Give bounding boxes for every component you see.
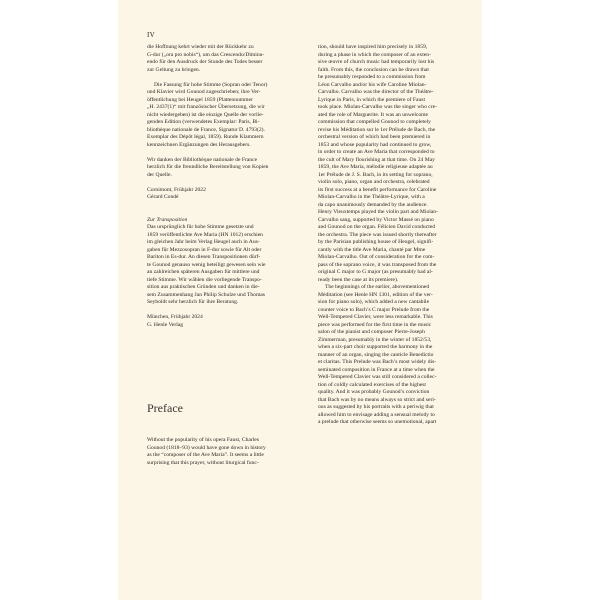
text-line: as the “composer of the Ave Maria”. It seems a little [147,452,264,458]
right-column [318,44,474,427]
text-line: 1er Prélude de J. S. Bach, in its setting for soprano, [318,171,433,178]
text-line: commission that compelled Gounod to completely [318,119,431,125]
text-line: ated the role of Marguerite. It was an unwelcome [318,111,429,118]
text-line: counter voice to Bach’s C major Prelude from the [318,306,430,313]
text-line: München, Frühjahr 2024 [147,314,203,320]
german-intro [147,44,303,74]
text-line: manner of an organ, singing the canticle Benedictio [318,351,434,358]
text-line: pass of the soprano voice, it was transposed from the [318,261,437,268]
signature-henle [147,314,303,329]
text-line: Miolan-Carvalho. Out of consideration for the com- [318,254,435,260]
text-line: and Gounod on the organ. Félicien David conducted [318,224,436,230]
text-line: Die Fassung für hohe Stimme (Sopran oder Tenor) [154,81,268,88]
german-thanks [147,157,303,180]
text-line: G-dur („ora pro nobis“), um das Crescendo/Diminu- [147,51,265,58]
text-line: seminated composition in France at a time when the [318,366,435,373]
text-line: im gleichen Jahr beim Verlag Heugel auch in Aus- [147,239,260,245]
text-line: ready been the case at its premiere). [318,276,399,283]
text-line: Henry Vieuxtemps played the violin part and Miolan- [318,209,438,215]
text-line: faith. From this, the conclusion can be drawn that [318,66,429,73]
text-line: genden Edition (verwendetes Exemplar: Paris, Bi- [147,119,260,125]
transposition-paragraph [147,224,303,307]
text-line: he presumably responded to a commission from [318,74,426,80]
text-line: „H. 2437(1)“ mit französischer Übersetzung, die wir [147,104,265,110]
text-line: da capo unanimously demanded by the audience. [318,201,428,208]
text-line: der Quelle. [147,171,172,178]
text-line: 1859, the Ave Maria, mélodie religieuse adaptée au [318,164,433,170]
text-line: Carvalho sang, supported by Victor Massé on piano [318,216,434,223]
text-line: sem Zusammenhang Jan Philip Schulze und Thomas [147,291,265,298]
text-line: cantly with the title Ave Maria, chanté par Mme [318,246,426,253]
text-line: Carvalho. Carvalho was the director of the Théâtre- [318,89,434,95]
text-line: sive œuvre of church music had temporarily lost his [318,59,435,65]
text-line: herzlich für die freundliche Bereitstellung von Kopien [147,164,269,170]
text-line: revise his Méditation sur le 1er Prélude de Bach, the [318,126,436,133]
text-line: Miolan-Carvalho in the Théâtre-Lyrique, with a [318,194,425,200]
text-line: endo für den Ausdruck der Stunde des Todes besser [147,59,263,65]
text-line: Well-Tempered Clavier, were less remarkable. This [318,314,433,320]
text-line: salon of the pianist and composer Pierre-Joseph [318,329,425,335]
text-line: gaben für Mezzosopran in F-dur sowie für Alt oder [147,246,262,253]
text-line: Seyboldt sehr herzlich für ihre Beratung. [147,299,239,305]
text-line: et claritas. This Prelude was Bach’s most widely dis- [318,359,437,365]
text-line: Exemplar des Dépôt légal, 1859). Runde Klammern [147,134,264,140]
text-line: tiefe Stimme. Wir wählen die vorliegende Transpo- [147,276,262,283]
text-line: the cult of Mary flourishing at that time. On 24 May [318,156,435,163]
text-line: original C major to G major (as presumably had al- [318,269,433,275]
text-line: Bariton in Es-dur. An diesen Transpositionen dürf- [147,254,261,260]
text-line: The beginnings of the earlier, abovementioned [325,284,430,290]
text-line: tion of coldly calculated exercises of the highest [318,381,426,388]
text-line: öffentlichung bei Heugel 1859 (Plattennummer [147,96,253,103]
preface-paragraph-continued [318,44,474,284]
text-line: sion for piano solo), which added a new cantabile [318,299,430,305]
text-line: nicht wiedergeben) ist die einzige Quelle der vorlie- [147,111,264,118]
text-line: kennzeichnen Ergänzungen des Herausgebers. [147,141,251,148]
text-line: a prelude that otherwise seems so unemotional, apart [318,419,437,425]
text-line: Méditation (see Henle HN 1301, edition of the ver- [318,291,433,298]
text-line: bliothèque nationale de France, Signatur D. 4793(2). [147,126,265,133]
text-line: tion, should have inspired him precisely in 1859, [318,44,428,50]
text-line: Léon Carvalho and/or his wife Caroline Miolan- [318,81,427,88]
text-line: that Bach was by no means always so strict and seri- [318,396,436,403]
text-line: Gounod (1818–93) would have gone down in history [147,444,266,451]
text-line: te Gounod genauso wenig beteiligt gewesen sein wie [147,261,266,268]
text-line: die Hoffnung kehrt wieder mit der Rückkehr zu [147,44,254,50]
text-line: quality. And it was probably Gounod’s conviction [318,389,430,395]
text-line: allowed him to envisage adding a sensual melody to [318,411,435,418]
german-source-paragraph [147,82,303,150]
text-line: the orchestra. The piece was issued shortly thereafter [318,231,437,238]
text-line: violin solo, piano, organ and orchestra, celebrated [318,179,430,185]
page-number: IV [147,31,155,39]
preface-paragraph [147,437,303,467]
text-line: 1859 veröffentlichte Ave Maria (HN 1012) erschien [147,231,263,238]
text-line: G. Henle Verlag [147,321,184,328]
text-line: its first success at a benefit performance for Caroline [318,186,437,193]
preface-heading: Preface [147,401,183,415]
text-line: when a six-part choir supported the harmony in the [318,344,433,350]
text-line: Lyrique in Paris, in which the premiere of Faust [318,96,426,103]
text-line: piece was performed for the first time in the music [318,321,432,328]
text-line: took place. Miolan-Carvalho was the singer who cre- [318,104,437,110]
text-line: an zahlreichen späteren Ausgaben für mittlere und [147,269,260,275]
text-line: Without the popularity of his opera Faust, Charles [147,437,259,443]
text-line: und Klavier wird Gounod zugeschrieben; ihre Ver- [147,89,261,95]
text-line: in order to create an Ave Maria that corresponded to [318,149,435,155]
text-line: surprising that this prayer, without liturgical func- [147,459,259,466]
text-line: Gérard Condé [147,194,179,200]
text-line: Zimmerman, presumably in the winter of 1852/53, [318,336,432,343]
text-line: sition aus praktischen Gründen und danken in die- [147,284,260,290]
text-line: Wir danken der Bibliothèque nationale de France [147,156,258,163]
text-line: 1853 and whose popularity had continued to grow, [318,141,432,148]
text-line: Well-Tempered Clavier was still considered a collec- [318,374,437,380]
text-line: ous as suggested by his portraits with a periwig that [318,404,434,410]
text-line: zur Geltung zu bringen. [147,66,201,73]
text-line: Das ursprünglich für hohe Stimme gesetzte und [147,224,254,230]
text-line: Cornimont, Frühjahr 2022 [147,186,206,193]
text-line: orchestral version of which had been premiered in [318,134,431,140]
transposition-heading: Zur Transposition [147,216,188,223]
signature-condé [147,187,303,202]
preface-paragraph-meditation [318,284,474,427]
text-line: by the Parisian publishing house of Heugel, signifi- [318,239,434,245]
left-column [147,44,303,467]
text-line: during a phase in which the composer of an exten- [318,51,431,58]
